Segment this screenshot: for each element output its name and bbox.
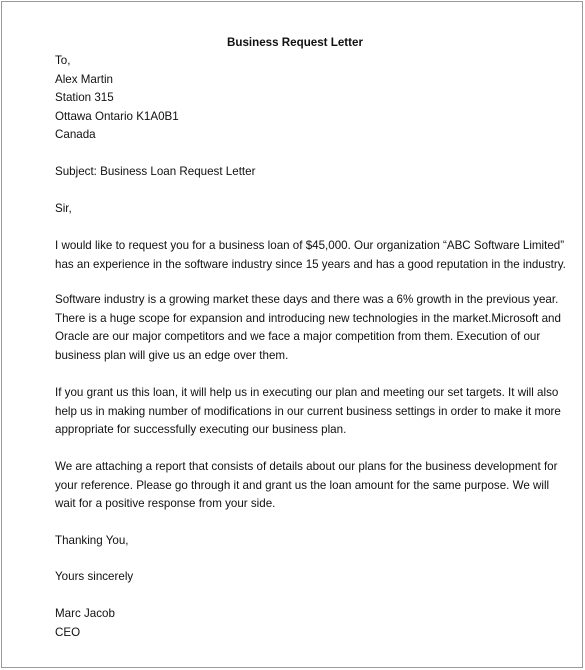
letter-thanks: Thanking You, — [55, 534, 129, 547]
recipient-name: Alex Martin — [55, 72, 113, 86]
letter-subject: Subject: Business Loan Request Letter — [55, 165, 256, 178]
recipient-country: Canada — [55, 128, 96, 141]
letter-salutation: Sir, — [55, 202, 72, 215]
letter-page — [1, 1, 583, 668]
paragraph-3-line: If you grant us this loan, it will help us in executing our plan and meeting our set targets. It will also — [55, 386, 559, 399]
paragraph-4-line: your reference. Please go through it and grant us the loan amount for the same purpose. We will — [55, 478, 550, 492]
paragraph-2-line: There is a huge scope for expansion and introducing new technologies in the market.Microsoft and — [55, 311, 561, 325]
letter-title: Business Request Letter — [227, 36, 363, 49]
paragraph-4-line: wait for a positive response from your side. — [55, 497, 276, 510]
letter-closing: Yours sincerely — [55, 570, 134, 583]
paragraph-2-line: Oracle are our major competitors and we face a major competition from them. Execution of our — [55, 330, 541, 343]
recipient-to: To, — [55, 54, 71, 67]
paragraph-3-line: help us in making number of modifications in our current business settings in order to make it more — [55, 404, 561, 418]
paragraph-4-line: We are attaching a report that consists of details about our plans for the business development for — [55, 460, 558, 473]
signer-name: Marc Jacob — [55, 607, 115, 620]
signer-title: CEO — [55, 625, 81, 639]
recipient-station: Station 315 — [55, 91, 114, 104]
paragraph-1-line: I would like to request you for a business loan of $45,000. Our organization “ABC Software Limited” — [55, 239, 565, 252]
paragraph-2-line: business plan will give us an edge over them. — [55, 348, 289, 362]
recipient-city: Ottawa Ontario K1A0B1 — [55, 109, 179, 123]
paragraph-1-line: has an experience in the software industry since 15 years and has a good reputation in the industry. — [55, 257, 566, 271]
paragraph-2-line: Software industry is a growing market these days and there was a 6% growth in the previous year. — [55, 293, 559, 306]
paragraph-3-line: appropriate for successfully executing our business plan. — [55, 423, 347, 436]
